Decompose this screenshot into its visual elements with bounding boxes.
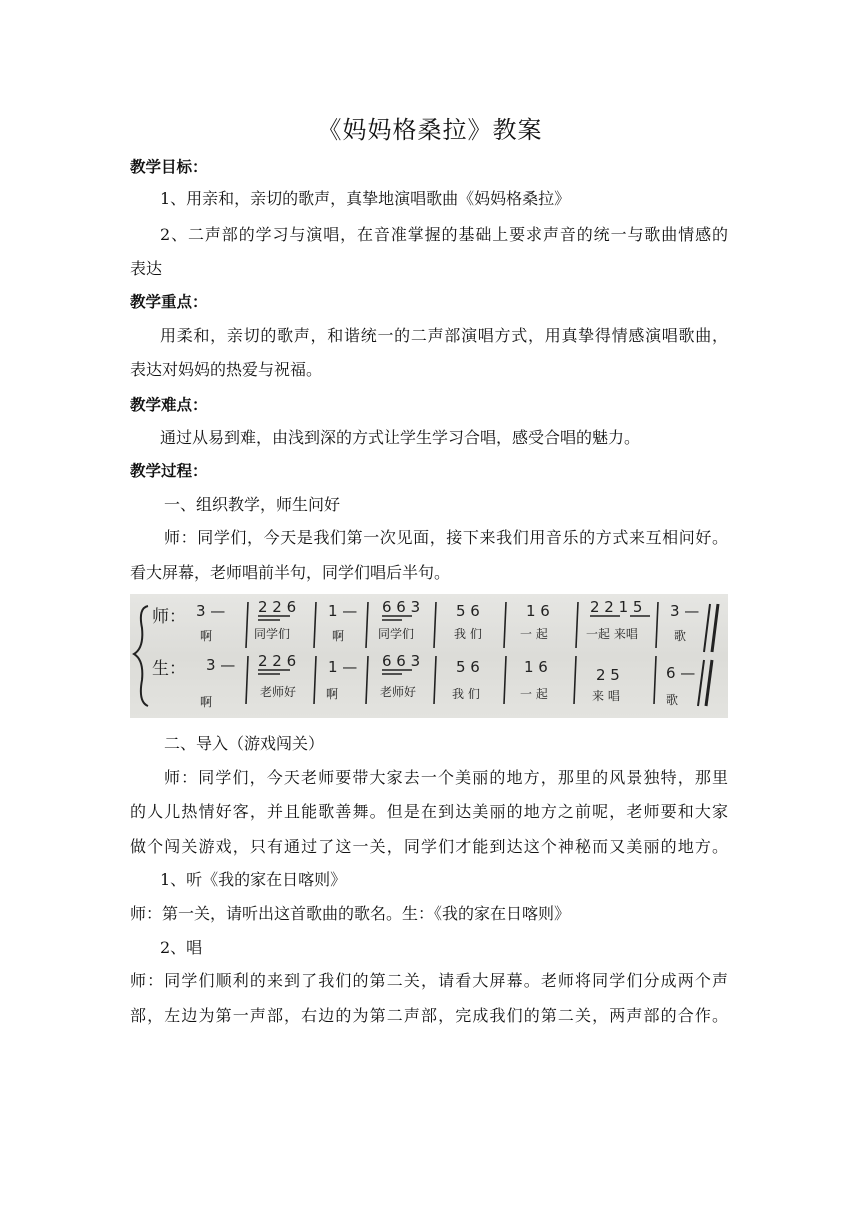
student-lyric: 我 们: [452, 687, 480, 701]
notation-drawing: [130, 594, 728, 718]
step-2-para-line2: 的人儿热情好客，并且能歌善舞。但是在到达美丽的地方之前呢，老师要和大家: [130, 802, 728, 821]
student-note: 2 5: [596, 666, 620, 684]
teacher-note: 3 —: [196, 602, 226, 620]
student-lyric: 一 起: [520, 687, 548, 701]
teacher-lyric: 啊: [332, 629, 345, 643]
student-note: 2 2 6: [258, 652, 297, 670]
step-2-para-line1: 师：同学们，今天老师要带大家去一个美丽的地方，那里的风景独特，那里: [164, 768, 728, 787]
objective-2-line1: 2、二声部的学习与演唱，在音准掌握的基础上要求声音的统一与歌曲情感的: [160, 225, 728, 244]
teacher-lyric: 歌: [674, 629, 687, 643]
sub-step-1: 1、听《我的家在日喀则》: [160, 870, 347, 889]
teacher-note: 3 —: [670, 602, 700, 620]
key-points-line1: 用柔和，亲切的歌声，和谐统一的二声部演唱方式，用真挚得情感演唱歌曲，: [160, 326, 728, 345]
sub-step-2-para-line2: 部，左边为第一声部，右边的为第二声部，完成我们的第二关，两声部的合作。: [130, 1006, 728, 1025]
teacher-lyric: 同学们: [254, 627, 291, 641]
step-1-para-line1: 师：同学们，今天是我们第一次见面，接下来我们用音乐的方式来互相问好。: [164, 528, 728, 547]
student-note: 3 —: [206, 656, 236, 674]
student-lyric: 老师好: [260, 685, 297, 699]
key-points-line2: 表达对妈妈的热爱与祝福。: [130, 360, 323, 379]
step-2: 二、导入（游戏闯关）: [164, 734, 325, 753]
student-lyric: 歌: [666, 693, 679, 707]
step-1: 一、组织教学，师生问好: [164, 495, 341, 514]
student-note: 6 —: [666, 664, 696, 682]
objectives-heading: 教学目标：: [130, 158, 208, 176]
notation-image: [130, 594, 728, 718]
student-lyric: 啊: [326, 687, 339, 701]
student-lyric: 老师好: [380, 685, 417, 699]
teacher-row-label: 师：: [152, 607, 186, 627]
objective-2-line2: 表达: [130, 259, 163, 278]
difficulties-heading: 教学难点：: [130, 396, 208, 414]
teacher-lyric: 啊: [200, 629, 213, 643]
sub-step-2-para-line1: 师：同学们顺利的来到了我们的第二关，请看大屏幕。老师将同学们分成两个声: [130, 971, 728, 990]
teacher-note: 2 2 6: [258, 598, 297, 616]
teacher-note: 2 2 1 5: [590, 598, 643, 616]
step-1-para-line2: 看大屏幕，老师唱前半句，同学们唱后半句。: [130, 563, 451, 582]
difficulties-text: 通过从易到难，由浅到深的方式让学生学习合唱，感受合唱的魅力。: [160, 428, 641, 447]
teacher-lyric: 同学们: [378, 627, 415, 641]
teacher-note: 5 6: [456, 602, 480, 620]
student-row-label: 生：: [152, 659, 186, 679]
sub-step-2: 2、唱: [160, 938, 203, 957]
student-lyric: 啊: [200, 695, 213, 709]
step-2-para-line3: 做个闯关游戏，只有通过了这一关，同学们才能到达这个神秘而又美丽的地方。: [130, 837, 728, 856]
student-note: 1 —: [328, 658, 358, 676]
document-title: 《妈妈格桑拉》教案: [317, 116, 543, 144]
student-note: 5 6: [456, 658, 480, 676]
student-note: 6 6 3: [382, 652, 421, 670]
student-lyric: 来 唱: [592, 689, 620, 703]
teacher-lyric: 一 起: [520, 627, 548, 641]
teacher-note: 1 —: [328, 602, 358, 620]
teacher-lyric: 我 们: [454, 627, 482, 641]
key-points-heading: 教学重点：: [130, 293, 208, 311]
teacher-note: 6 6 3: [382, 598, 421, 616]
teacher-note: 1 6: [526, 602, 550, 620]
sub-step-1-dialog: 师：第一关，请听出这首歌曲的歌名。生：《我的家在日喀则》: [130, 904, 571, 923]
process-heading: 教学过程：: [130, 462, 208, 480]
student-note: 1 6: [524, 658, 548, 676]
teacher-lyric: 一起 来唱: [586, 627, 638, 641]
objective-1: 1、用亲和，亲切的歌声，真挚地演唱歌曲《妈妈格桑拉》: [160, 189, 571, 208]
